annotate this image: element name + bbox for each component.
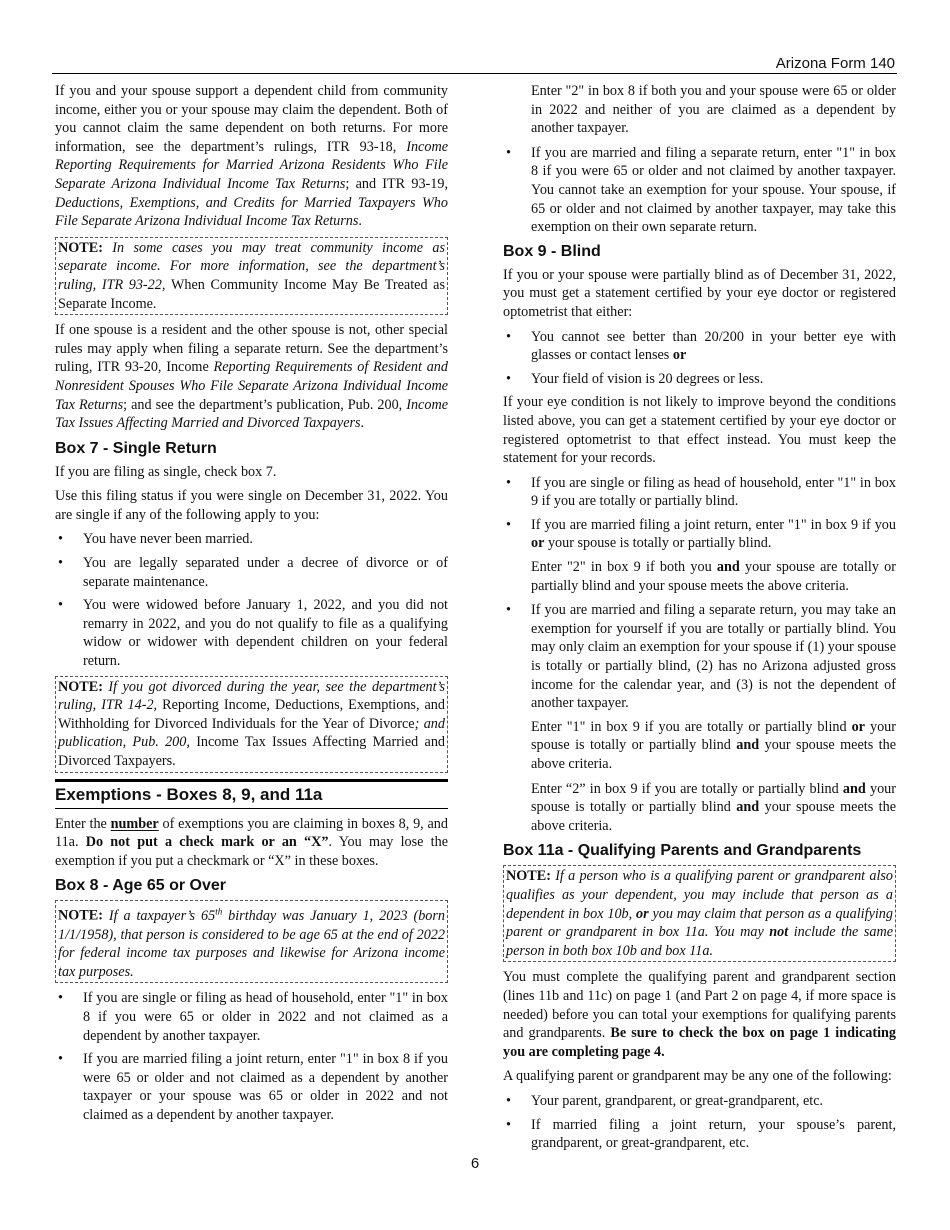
list-item: • If you are married and filing a separate return, enter "1" in box 8 if you were 65 or older and not claimed by another taxpayer. You cannot take an exemption for your spouse. Your spouse, if 65 or older and not claimed by another taxpayer, may take this exemption on their own separate return. bbox=[503, 144, 896, 237]
note-community-income: NOTE: In some cases you may treat community income as separate income. For more information, see the department’s ruling, ITR 93-22, When Community Income May Be Treated as Separate Income. bbox=[55, 237, 448, 315]
box9-list-separate bbox=[503, 601, 896, 713]
box8-list-continued bbox=[503, 144, 896, 237]
list-item: • You cannot see better than 20/200 in your better eye with glasses or contact lenses or bbox=[503, 328, 896, 365]
box9-paragraph-1: If you or your spouse were partially blind as of December 31, 2022, you must get a statement certified by your eye doctor or registered optometrist that either: bbox=[503, 266, 896, 320]
box7-paragraph-1: If you are filing as single, check box 7. bbox=[55, 463, 277, 480]
box8-heading: Box 8 - Age 65 or Over bbox=[55, 877, 227, 895]
resident-spouse-paragraph: If one spouse is a resident and the other spouse is not, other special rules may apply when filing a separate return. See the department’s ruling, ITR 93-20, Income Reporting Requirements of Resident and Nonresident Spouses Who File Separate Arizona Individual Income Tax Returns; and see the department’s publication, Pub. 200, Income Tax Issues Affecting Married and Divorced Taxpayers. bbox=[55, 322, 448, 432]
list-item: • Your field of vision is 20 degrees or less. bbox=[503, 370, 896, 389]
box9-indent-2: Enter "1" in box 9 if you are totally or partially blind or your spouse is totally or partially blind and your spouse meets the above criteria. bbox=[531, 718, 896, 772]
list-item: • If you are married filing a joint return, enter "1" in box 9 if you or your spouse is totally or partially blind. bbox=[503, 516, 896, 553]
list-item: • Your parent, grandparent, or great-grandparent, etc. bbox=[503, 1092, 896, 1111]
box9-paragraph-2: If your eye condition is not likely to improve beyond the conditions listed above, you can get a statement certified by your eye doctor or registered optometrist to that effect instead. You must keep the statement for your records. bbox=[503, 394, 896, 467]
list-item: • You are legally separated under a decree of divorce or of separate maintenance. bbox=[55, 554, 448, 591]
box9-heading: Box 9 - Blind bbox=[503, 242, 601, 260]
form-title: Arizona Form 140 bbox=[775, 55, 895, 72]
page-number: 6 bbox=[470, 1155, 480, 1172]
note-qualifying-parent: NOTE: If a person who is a qualifying parent or grandparent also qualifies as your dependent, you may include that person as a dependent in box 10b, or you may claim that person as a qualifying parent or grandparent in box 11a. You may not include the same person in both box 10b and box 11a. bbox=[503, 865, 896, 962]
box9-indent-3: Enter “2” in box 9 if you are totally or partially blind and your spouse is totally or partially blind and your spouse meets the above criteria. bbox=[531, 780, 896, 834]
box7-heading: Box 7 - Single Return bbox=[55, 439, 217, 457]
community-income-paragraph: If you and your spouse support a dependent child from community income, either you or your spouse may claim the dependent. Both of you cannot claim the same dependent on both returns. For more information, see the department’s rulings, ITR 93-18, Income Reporting Requirements for Married Arizona Residents Who File Separate Arizona Individual Income Tax Returns; and ITR 93-19, Deductions, Exemptions, and Credits for Married Taxpayers Who File Separate Arizona Individual Income Tax Returns. bbox=[55, 83, 448, 230]
list-item: • If you are single or filing as head of household, enter "1" in box 9 if you are totally or partially blind. bbox=[503, 474, 896, 511]
box8-list bbox=[55, 989, 448, 1124]
box11a-list bbox=[503, 1092, 896, 1153]
box8-continuation: Enter "2" in box 8 if both you and your spouse were 65 or older in 2022 and neither of you are claimed as a dependent by another taxpayer. bbox=[531, 83, 896, 137]
left-column bbox=[55, 82, 448, 1130]
box9-indent-1: Enter "2" in box 9 if both you and your spouse are totally or partially blind and your spouse meets the above criteria. bbox=[531, 559, 896, 594]
box11a-heading: Box 11a - Qualifying Parents and Grandparents bbox=[503, 842, 862, 860]
box7-paragraph-2: Use this filing status if you were single on December 31, 2022. You are single if any of the following apply to you: bbox=[55, 488, 448, 523]
list-item: • If you are married filing a joint return, enter "1" in box 8 if you were 65 or older and not claimed as a dependent by another taxpayer or your spouse was 65 or older in 2022 and not claimed as a dependent by another taxpayer. bbox=[55, 1050, 448, 1124]
right-column bbox=[503, 82, 896, 1158]
box11a-paragraph-1: You must complete the qualifying parent and grandparent section (lines 11b and 11c) on page 1 (and Part 2 on page 4, if more space is needed) before you can total your exemptions for qualifying parents and grandparents. Be sure to check the box on page 1 indicating you are completing page 4. bbox=[503, 969, 896, 1060]
box11a-paragraph-2: A qualifying parent or grandparent may be any one of the following: bbox=[503, 1068, 892, 1085]
exemptions-heading: Exemptions - Boxes 8, 9, and 11a bbox=[55, 779, 448, 809]
box9-list bbox=[503, 474, 896, 553]
list-item: • You were widowed before January 1, 2022, and you did not remarry in 2022, and you do not qualify to file as a qualifying widow or widower with dependent children on your federal return. bbox=[55, 596, 448, 670]
exemptions-paragraph: Enter the number of exemptions you are claiming in boxes 8, 9, and 11a. Do not put a check mark or an “X”. You may lose the exemption if you put a checkmark or “X” in these boxes. bbox=[55, 815, 448, 869]
box7-list bbox=[55, 530, 448, 670]
box9-criteria-list bbox=[503, 328, 896, 389]
header-rule bbox=[52, 73, 897, 74]
note-divorced: NOTE: If you got divorced during the year, see the department’s ruling, ITR 14-2, Reporting Income, Deductions, Exemptions, and Withholding for Divorced Individuals for the Year of Divorce; and publication, Pub. 200, Income Tax Issues Affecting Married and Divorced Taxpayers. bbox=[55, 676, 448, 773]
list-item: • If you are single or filing as head of household, enter "1" in box 8 if you were 65 or older in 2022 and not claimed as a dependent by another taxpayer. bbox=[55, 989, 448, 1045]
list-item: • If married filing a joint return, your spouse’s parent, grandparent, or great-grandparent, etc. bbox=[503, 1116, 896, 1153]
list-item: • You have never been married. bbox=[55, 530, 448, 549]
note-age-65: NOTE: If a taxpayer’s 65th birthday was January 1, 2023 (born 1/1/1958), that person is considered to be age 65 at the end of 2022 for federal income tax purposes and likewise for Arizona income tax purposes. bbox=[55, 900, 448, 983]
list-item: • If you are married and filing a separate return, you may take an exemption for yourself if you are totally or partially blind. You may only claim an exemption for your spouse if (1) your spouse is totally or partially blind, (2) has no Arizona adjusted gross income for the calendar year, and (3) is not the dependent of another taxpayer. bbox=[503, 601, 896, 713]
